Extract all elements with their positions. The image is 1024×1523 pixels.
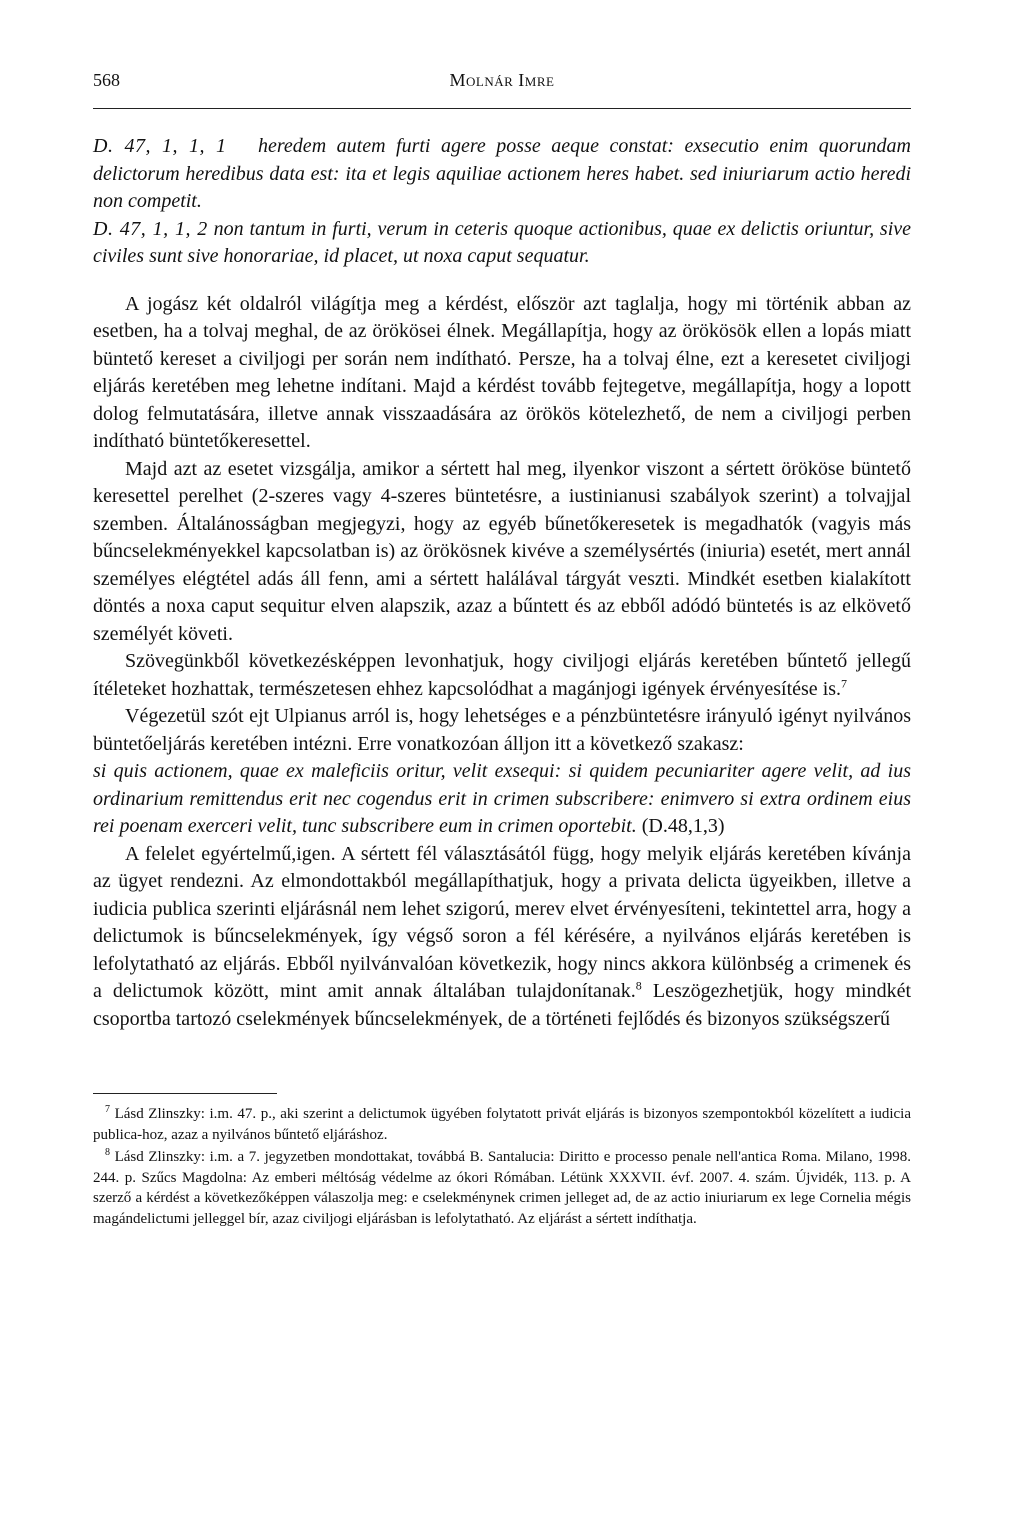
footnote-marker[interactable]: 8 <box>635 978 642 993</box>
page-number: 568 <box>93 70 120 90</box>
footnote-number: 8 <box>105 1147 110 1158</box>
latin-quotation-text: si quis actionem, quae ex maleficiis oritur, velit exsequi: si quidem pecuniariter agere velit, ad ius ordinarium remittendus erit nec cogendus erit in crimen subscribere: enimvero si extra ordinem eius rei poenam exerceri velit, tunc subscribere eum in crimen oportebit. <box>93 760 911 837</box>
paragraph: A jogász két oldalról világítja meg a kérdést, először azt taglalja, hogy mi történik abban az esetben, ha a tolvaj meghal, de az örökösei élnek. Megállapítja, hogy az örökösök ellen a lopás miatt büntető kereset a civiljogi per során nem indítható. Persze, ha a tolvaj élne, ezt a keresetet civiljogi eljárás keretében meg lehetne indítani. Majd a kérdést tovább fejtegetve, megállapítja, hogy a lopott dolog felmutatására, illetve annak visszaadására az örökös kötelezhető, de nem a civiljogi perben indítható büntetőkeresettel. <box>93 292 911 452</box>
footnote-marker[interactable]: 7 <box>841 675 848 690</box>
paragraph-text: A felelet egyértelmű,igen. A sértett fél választásától függ, hogy melyik eljárás keretében kívánja az ügyet rendezni. Az elmondottakból megállapíthatjuk, hogy a privata delicta ügyeikben, illetve a iudicia publica szerinti eljárásnál nem lehet szigorú, merev elvet érvényesíteni, tekintettel arra, hogy a delictumok is bűncselekmények, így végső soron a fél kérésére, a nyilvános eljárás keretében is lefolytatható az eljárás. Ebből nyilvánvalóan következik, hogy nincs akkora különbség a crimenek és a delictumok között, mint amit annak általában tulajdonítanak. <box>93 842 911 1002</box>
latin-citation-ref: D. 47, 1, 1, 1 <box>93 135 227 157</box>
latin-quotation <box>93 758 911 841</box>
latin-citation <box>93 133 911 216</box>
footnotes <box>93 1104 911 1229</box>
running-head-author: Molnár Imre <box>449 70 555 90</box>
footnote-number: 7 <box>105 1104 110 1115</box>
paragraph-text: Szövegünkből következésképpen levonhatjuk, hogy civiljogi eljárás keretében bűntető jellegű ítéleteket hozhattak, természetesen ehhez kapcsolódhat a magánjogi igények érvényesítése is. <box>93 650 911 700</box>
latin-citation-ref: D. 47, 1, 1, 2 <box>93 217 208 240</box>
footnote-rule <box>93 1093 277 1094</box>
latin-quotation-ref: (D.48,1,3) <box>641 815 725 837</box>
footnote <box>93 1147 911 1229</box>
paragraph <box>93 648 911 703</box>
footnote-text: Lásd Zlinszky: i.m. 47. p., aki szerint a delictumok ügyében folytatott privát eljárás is bizonyos szempontokból közelített a iudicia publica-hoz, azaz a nyilvános bűntető eljáráshoz. <box>93 1106 911 1143</box>
paragraph <box>93 841 911 1034</box>
paragraph: Majd azt az esetet vizsgálja, amikor a sértett hal meg, ilyenkor viszont a sértett örököse büntető keresettel perelhet (2-szeres vagy 4-szeres büntetésre, a iustinianusi szabályok szerint) a tolvajjal szemben. Általánosságban megjegyzi, hogy az egyéb bűnetőkeresetek is megadhatók (vagyis más bűncselekményekkel kapcsolatban is) az örökösnek kivéve a személysértés (iniuria) esetét, mert annál személyes elégtétel adás áll fenn, ami a sértett halálával tárgyát veszti. Mindkét esetben kialakított döntés a noxa caput sequitur elven alapszik, azaz a bűntett és az ebből adódó büntetés is az elkövető személyét követi. <box>93 457 911 645</box>
paragraph: Végezetül szót ejt Ulpianus arról is, hogy lehetséges e a pénzbüntetésre irányuló igényt nyilvános büntetőeljárás keretében intézni. Erre vonatkozóan álljon itt a következő szakasz: <box>93 705 911 755</box>
footnote <box>93 1104 911 1145</box>
body-text <box>93 291 911 1034</box>
latin-citation-text: heredem autem furti agere posse aeque constat: exsecutio enim quorundam delictorum heredibus data est: ita et legis aquiliae actionem heres habet. sed iniuriarum actio heredi non competit. <box>93 135 911 212</box>
latin-citation-block <box>93 133 911 271</box>
latin-citation-text: non tantum in furti, verum in ceteris quoque actionibus, quae ex delictis oriuntur, sive civiles sunt sive honorariae, id placet, ut noxa caput sequatur. <box>93 217 912 267</box>
latin-citation <box>93 216 911 271</box>
header-rule <box>93 108 911 109</box>
footnote-text: Lásd Zlinszky: i.m. a 7. jegyzetben mondottakat, továbbá B. Santalucia: Diritto e processo penale nell'antica Roma. Milano, 1998. 244. p. Szűcs Magdolna: Az emberi méltóság védelme az ókori Rómában. Létünk XXXVII. évf. 2007. 4. szám. Újvidék, 113. p. A szerző a kérdést a következőképpen válaszolja meg: e cselekménynek crimen jelleget ad, de az actio iniuriarum ex lege Cornelia mégis magándelictumi jelleggel bír, azaz civiljogi eljárásban is lefolytatható. Az eljárást a sértett indíthatja. <box>93 1149 911 1227</box>
page <box>93 70 911 1231</box>
running-header <box>93 70 911 104</box>
paragraph-text: Leszögezhetjük, hogy mindkét csoportba tartozó cselekmények bűncselekmények, de a történeti fejlődés és bizonyos szükségszerű <box>93 980 912 1030</box>
